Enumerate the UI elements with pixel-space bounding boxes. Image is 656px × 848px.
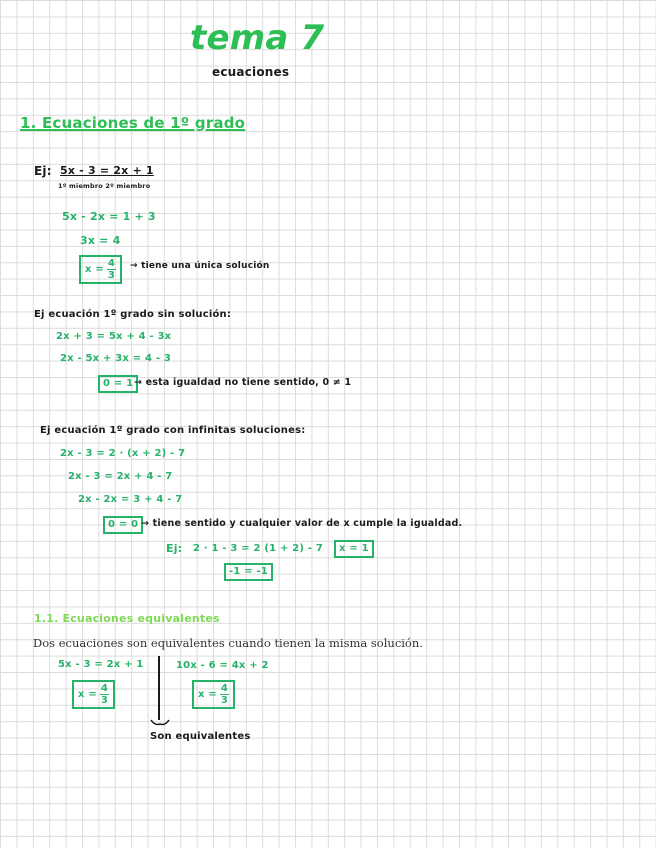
- equation-step: 2x - 2x = 3 + 4 - 7: [78, 494, 183, 505]
- result-box-right: [192, 680, 235, 709]
- equation-step: 2x - 3 = 2 · (x + 2) - 7: [60, 448, 186, 459]
- equation-right: 10x - 6 = 4x + 2: [176, 660, 269, 671]
- note: → tiene sentido y cualquier valor de x cumple la igualdad.: [141, 518, 463, 529]
- example-heading: Ej ecuación 1º grado con infinitas soluciones:: [40, 425, 306, 436]
- fraction-denominator: 3: [107, 270, 116, 281]
- fraction-denominator: 3: [220, 695, 229, 706]
- equation-step: 2x - 5x + 3x = 4 - 3: [60, 353, 172, 364]
- brace-icon: [150, 718, 170, 728]
- definition-text: Dos ecuaciones son equivalentes cuando tienen la misma solución.: [33, 636, 423, 650]
- equation-left: 5x - 3 = 2x + 1: [58, 659, 144, 670]
- check-equation: 2 · 1 - 3 = 2 (1 + 2) - 7: [193, 543, 323, 554]
- fraction: [100, 683, 109, 706]
- result-lhs: x =: [78, 689, 97, 700]
- equation-step: 2x - 3 = 2x + 4 - 7: [68, 471, 173, 482]
- fraction-denominator: 3: [100, 695, 109, 706]
- subsection-title: 1.1. Ecuaciones equivalentes: [34, 612, 220, 625]
- fraction-numerator: 4: [220, 683, 229, 694]
- check-x-box: x = 1: [334, 540, 374, 558]
- result-box: 0 = 0: [103, 516, 143, 534]
- fraction-numerator: 4: [107, 258, 116, 269]
- note: → esta igualdad no tiene sentido, 0 ≠ 1: [134, 377, 352, 388]
- result-lhs: x =: [198, 689, 217, 700]
- result-lhs: x =: [85, 264, 104, 275]
- result-box-left: [72, 680, 115, 709]
- conclusion: Son equivalentes: [150, 731, 251, 742]
- equation-step: 2x + 3 = 5x + 4 - 3x: [56, 331, 172, 342]
- result-box: 0 = 1: [98, 375, 138, 393]
- equation-step: 3x = 4: [80, 234, 121, 247]
- fraction-numerator: 4: [100, 683, 109, 694]
- result-box: [79, 255, 122, 284]
- check-prefix: Ej:: [166, 542, 183, 555]
- page-subtitle: ecuaciones: [212, 65, 290, 79]
- fraction: [107, 258, 116, 281]
- note: → tiene una única solución: [130, 261, 270, 271]
- page-title: tema 7: [190, 18, 325, 58]
- equation-step: 5x - 2x = 1 + 3: [62, 210, 156, 223]
- divider-line: [158, 656, 160, 720]
- member-labels: 1º miembro 2º miembro: [58, 182, 151, 190]
- example-prefix: Ej:: [34, 164, 52, 178]
- equation: 5x - 3 = 2x + 1: [60, 164, 154, 177]
- section-title: 1. Ecuaciones de 1º grado: [20, 114, 246, 132]
- example-heading: Ej ecuación 1º grado sin solución:: [34, 309, 232, 320]
- fraction: [220, 683, 229, 706]
- check-result-box: -1 = -1: [224, 563, 273, 581]
